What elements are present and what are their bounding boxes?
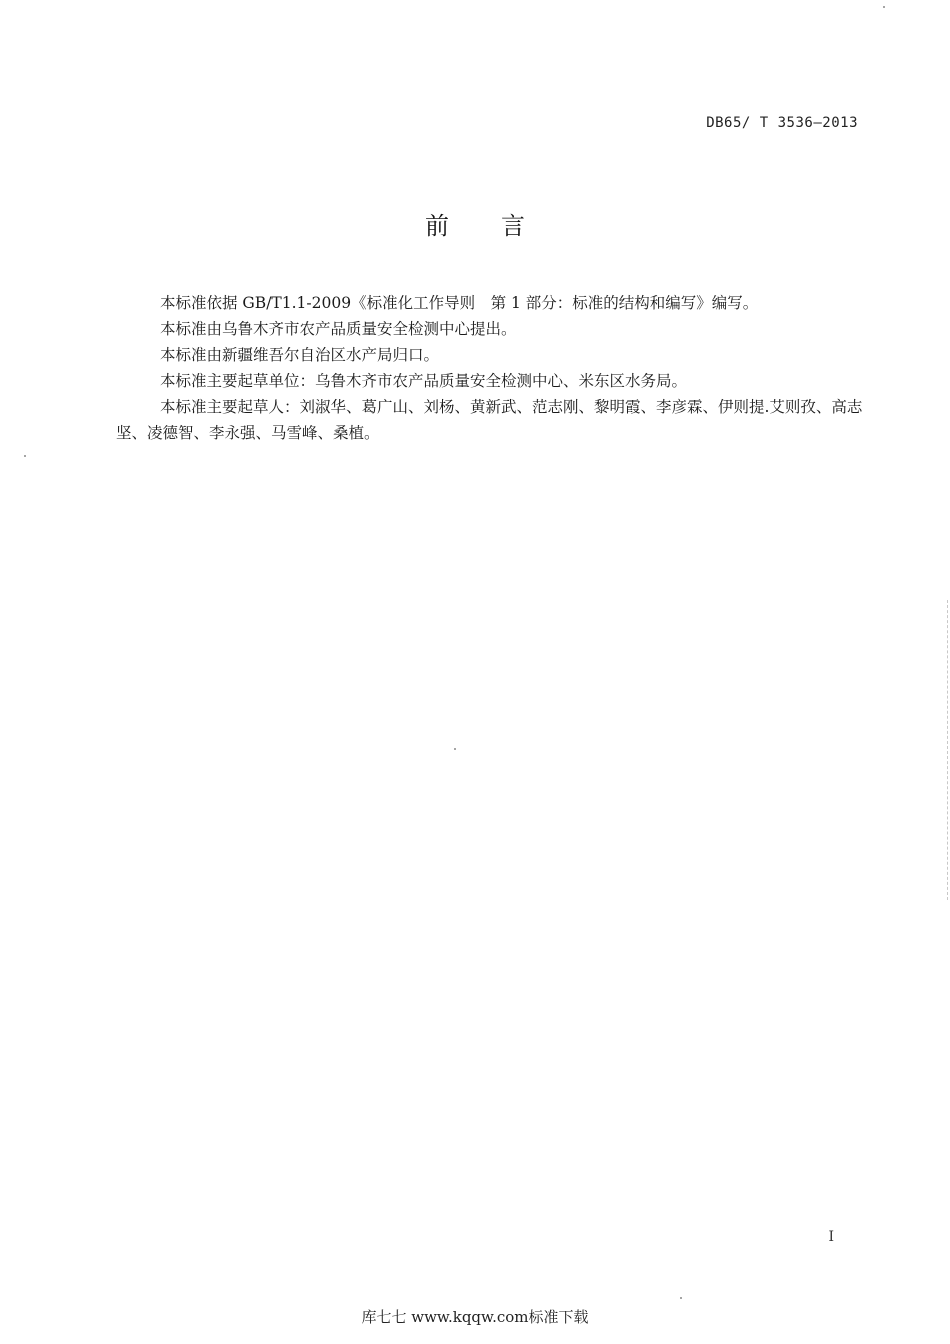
standard-code: DB65/ T 3536—2013 [706, 115, 858, 131]
scan-speck [883, 6, 885, 8]
scan-speck [454, 748, 456, 750]
page-title: 前言 [425, 212, 577, 240]
scan-speck [24, 455, 26, 457]
paragraph: 本标准依据 GB/T1.1-2009《标准化工作导则 第 1 部分：标准的结构和编写》编写。 [160, 294, 759, 312]
scan-speck [680, 1297, 682, 1299]
paragraph: 本标准主要起草人：刘淑华、葛广山、刘杨、黄新武、范志刚、黎明霞、李彦霖、伊则提.艾则孜、高志坚、凌德智、李永强、马雪峰、桑植。 [116, 398, 863, 442]
page-number: I [828, 1229, 834, 1245]
foreword-body [116, 290, 864, 446]
paragraph: 本标准主要起草单位：乌鲁木齐市农产品质量安全检测中心、米东区水务局。 [160, 372, 688, 390]
paragraph: 本标准由新疆维吾尔自治区水产局归口。 [160, 346, 440, 364]
paragraph: 本标准由乌鲁木齐市农产品质量安全检测中心提出。 [160, 320, 517, 338]
scan-edge-artifact [945, 600, 948, 900]
footer-watermark: 库七七 www.kqqw.com标准下载 [361, 1308, 589, 1326]
